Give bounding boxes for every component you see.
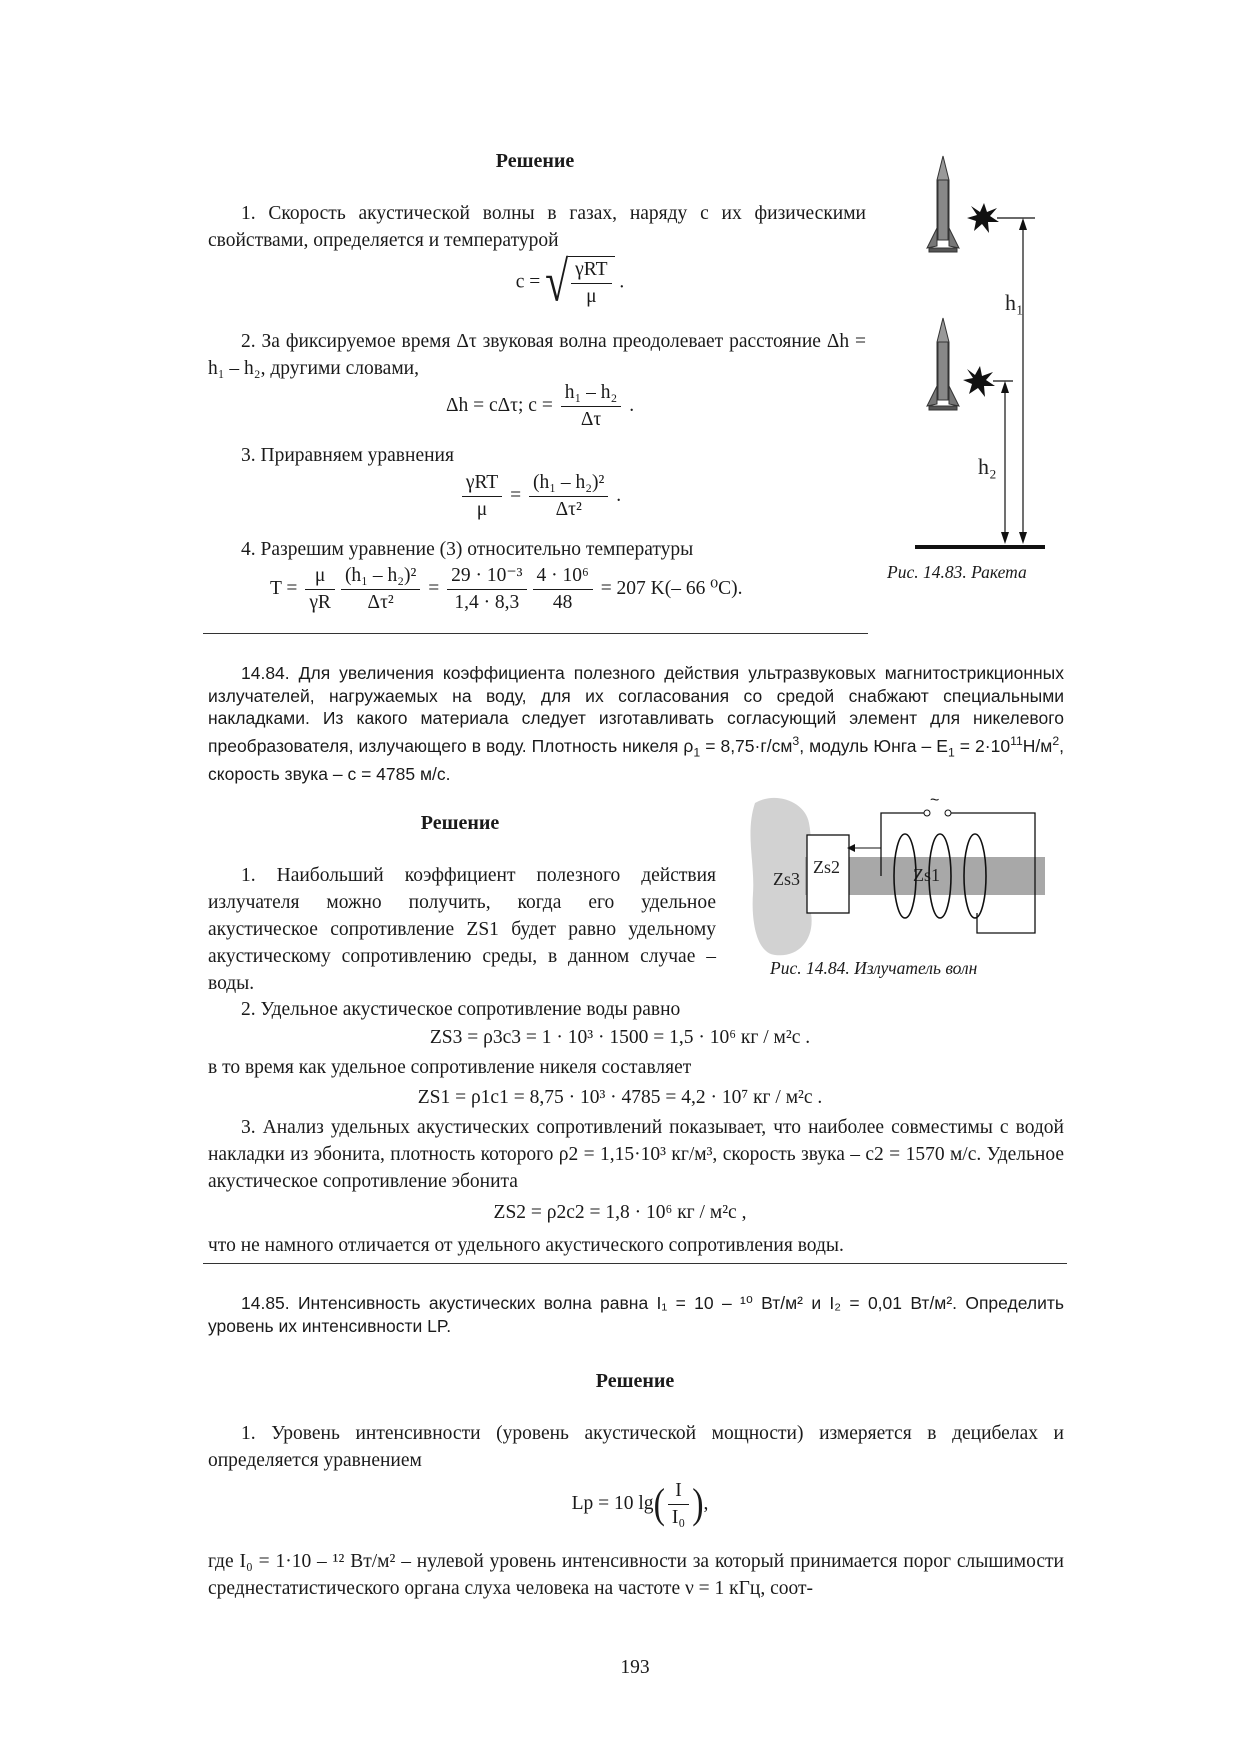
emitter-figure — [745, 793, 1045, 961]
eq-lhs: Δh = cΔτ; c = — [445, 394, 553, 416]
eq-lhs: Lp = 10 lg — [571, 1492, 654, 1514]
eq-end: , — [703, 1492, 709, 1514]
eq-end: . — [619, 271, 625, 293]
sol2-paragraph-3: в то время как удельное сопротивление никеля составляет — [208, 1057, 692, 1078]
text-sup: 2 — [1052, 733, 1060, 748]
upper-rocket-icon — [927, 156, 959, 252]
text-sub: 1 — [947, 744, 955, 759]
eq-denominator: μ — [586, 286, 597, 307]
sol2-equation-1: ZS3 = ρ3c3 = 1 · 10³ · 1500 = 1,5 · 10⁶ кг / м²с . — [429, 1027, 811, 1048]
solution-heading-3: Решение — [595, 1370, 675, 1392]
solution-heading-2: Решение — [420, 812, 500, 834]
eq-denominator: I₀ — [671, 1507, 686, 1528]
eq-rhs: = 207 K(– 66 ⁰C). — [600, 577, 743, 599]
section-divider — [203, 633, 868, 634]
eq-numerator: 4 · 10⁶ — [533, 563, 593, 590]
sol2-paragraph-2: 2. Удельное акустическое сопротивление воды равно — [241, 999, 681, 1020]
figure-caption-14-84: Рис. 14.84. Излучатель волн — [770, 958, 978, 978]
eq-denominator: μ — [476, 499, 488, 520]
text-part: Н/м — [1022, 735, 1053, 756]
sol1-equation-3 — [440, 470, 640, 523]
label-zs1: Zs1 — [913, 865, 940, 885]
problem-14-85-text: 14.85. Интенсивность акустических волна равна I₁ = 10 – ¹⁰ Вт/м² и I₂ = 0,01 Вт/м². Определить уровень их интенсивности LP. — [208, 1293, 1064, 1336]
sol3-paragraph-1: 1. Уровень интенсивности (уровень акустической мощности) измеряется в децибелах и определяется уравнением — [208, 1423, 1064, 1471]
text-part: , модуль Юнга – Е — [799, 735, 948, 756]
sol1-equation-2 — [400, 380, 680, 433]
eq-lhs: c = — [515, 271, 541, 293]
upper-explosion-icon — [967, 203, 999, 233]
sol1-paragraph-4: 4. Разрешим уравнение (3) относительно температуры — [241, 539, 694, 560]
eq-lhs: T = — [270, 577, 298, 599]
sol1-paragraph-1: 1. Скорость акустической волны в газах, наряду с их физическими свойствами, определяется и температурой — [208, 203, 866, 251]
eq-numerator: I — [668, 1478, 689, 1505]
ac-source-icon: ~ — [930, 793, 940, 809]
eq-end: . — [616, 484, 622, 506]
text-sup: 11 — [1010, 733, 1023, 748]
text-part: = 8,75·г/см — [700, 735, 793, 756]
sol3-equation-1: Lp = 10 lg( $\frac{I}{\text{I₀}}$ ), — [520, 1478, 760, 1531]
text-part: , скорость звука – с = 4785 м/с. — [208, 735, 1065, 785]
lower-rocket-icon — [927, 318, 959, 410]
sqrt: √ $\frac{\text{γRT}}{\mu}$ — [545, 256, 614, 310]
eq-numerator: γRT — [571, 257, 611, 284]
eq-denominator: γR — [309, 592, 331, 613]
eq-numerator: 29 · 10⁻³ — [447, 563, 526, 590]
sol1-equation-4 — [270, 563, 790, 616]
eq-denominator: 1,4 · 8,3 — [454, 592, 520, 613]
problem-14-84-text — [208, 662, 1064, 786]
label-zs3: Zs3 — [773, 869, 800, 889]
text-sub: 1 — [693, 744, 701, 759]
label-h2: h₂ — [978, 454, 997, 479]
text-sup: 3 — [792, 733, 800, 748]
sol1-equation-1 — [470, 251, 670, 315]
sol2-paragraph-4: 3. Анализ удельных акустических сопротивлений показывает, что наиболее совместимы с водой накладки из эбонита, плотность которого ρ2 = 1,15·10³ кг/м³, скорость звука – с2 = 1570 м/с. Удельное акустическое сопротивление эбонита — [208, 1117, 1064, 1192]
sol3-paragraph-2: где I₀ = 1·10 – ¹² Вт/м² – нулевой уровень интенсивности за который принимается порог слышимости среднестатистического органа слуха человека на частоте ν = 1 кГц, соот- — [208, 1551, 1064, 1599]
eq-denominator: 48 — [552, 592, 573, 613]
eq-numerator: h₁ – h₂ — [561, 380, 622, 407]
sol2-equation-2: ZS1 = ρ1c1 = 8,75 · 10³ · 4785 = 4,2 · 10⁷ кг / м²с . — [417, 1087, 823, 1108]
eq-numerator: γRT — [462, 470, 502, 497]
eq-numerator: (h₁ – h₂)² — [341, 563, 420, 590]
sol1-paragraph-2: 2. За фиксируемое время Δτ звуковая волна преодолевает расстояние Δh = h₁ – h₂, другими словами, — [208, 331, 866, 379]
solution-heading-1: Решение — [495, 150, 575, 172]
sol2-paragraph-5: что не намного отличается от удельного акустического сопротивления воды. — [208, 1235, 844, 1256]
text-part: = 2·10 — [954, 735, 1011, 756]
eq-sign: = — [428, 577, 440, 599]
eq-denominator: Δτ² — [367, 592, 394, 613]
rocket-figure — [905, 150, 1080, 560]
text-part: 14.84. Для увеличения коэффициента полезного действия ультразвуковых магнитострикционных излучателей, нагружаемых на воду, для их согласования со средой снабжают специальными накладками. Из какого материала следует изготавливать согласующий элемент для никелевого преобразователя, излучающего в воду. Плотность никеля ρ — [208, 663, 1064, 756]
sol2-equation-3: ZS2 = ρ2c2 = 1,8 · 10⁶ кг / м²с , — [493, 1202, 747, 1223]
eq-denominator: Δτ² — [555, 499, 582, 520]
eq-sign: = — [510, 484, 522, 506]
label-zs2: Zs2 — [813, 857, 840, 877]
eq-end: . — [629, 394, 635, 416]
sol2-paragraph-1: 1. Наибольший коэффициент полезного действия излучателя можно получить, когда его удельное акустическое сопротивление ZS1 будет равно удельному акустическому сопротивлению среды, в данном случае – воды. — [208, 865, 716, 994]
label-h1: h₁ — [1005, 290, 1024, 315]
eq-numerator: (h₁ – h₂)² — [529, 470, 608, 497]
lower-explosion-icon — [963, 366, 995, 397]
figure-caption-14-83: Рис. 14.83. Ракета — [887, 562, 1027, 582]
sol1-paragraph-3: 3. Приравняем уравнения — [241, 445, 454, 466]
section-divider — [203, 1263, 1067, 1264]
eq-denominator: Δτ — [580, 409, 602, 430]
eq-numerator: μ — [305, 563, 335, 590]
page-number: 193 — [620, 1657, 650, 1678]
